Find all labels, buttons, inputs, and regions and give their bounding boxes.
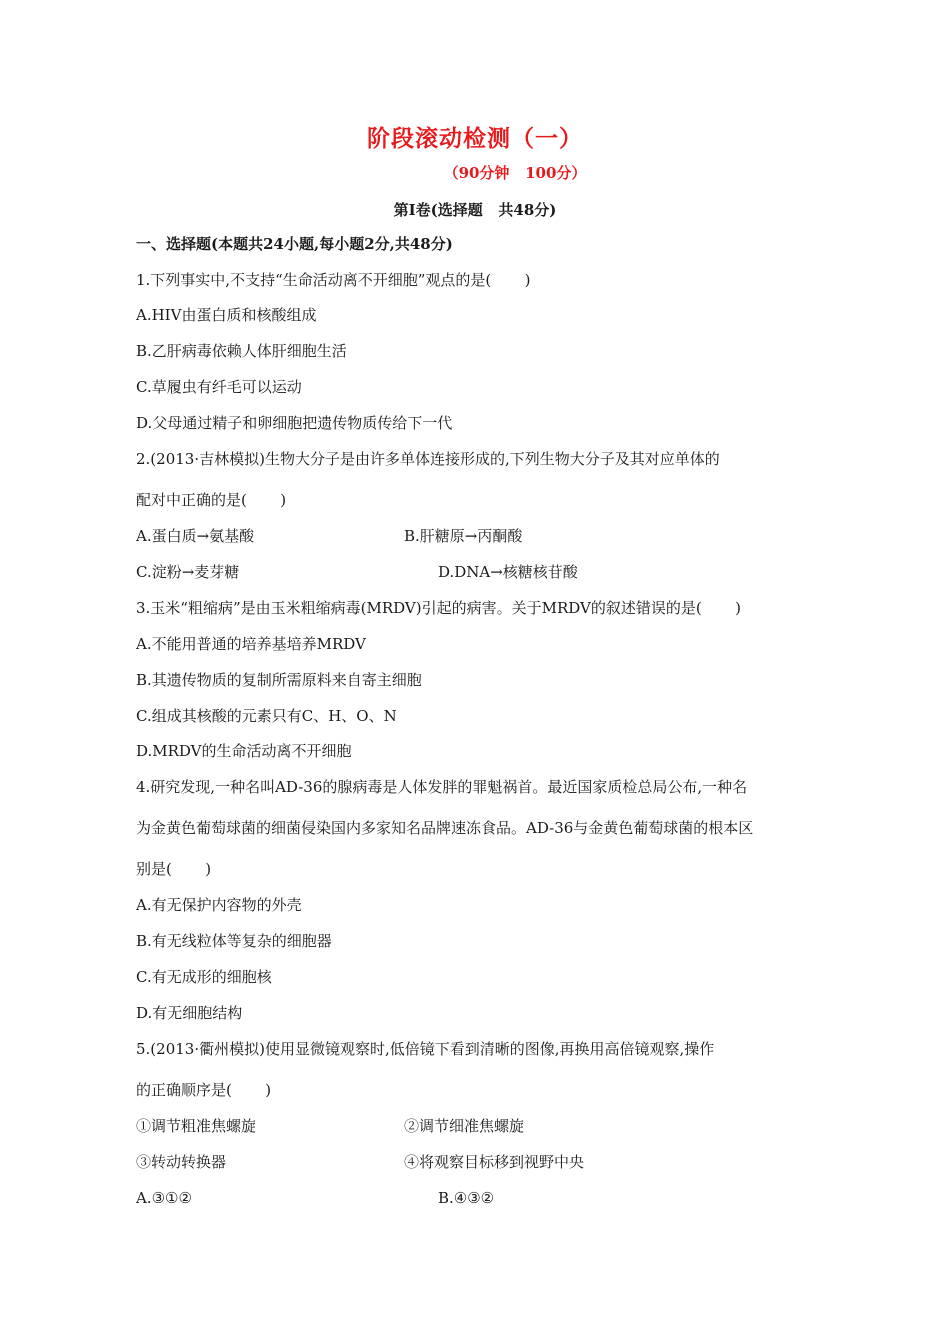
question-3-stem: 3.玉米“粗缩病”是由玉米粗缩病毒(MRDV)引起的病害。关于MRDV的叙述错误的是( ) [136, 599, 741, 617]
page-title: 阶段滚动检测（一） [367, 125, 583, 152]
question-5-option-b: B.④③② [438, 1189, 495, 1207]
question-2-stem-line-1: 2.(2013·吉林模拟)生物大分子是由许多单体连接形成的,下列生物大分子及其对应单体的 [136, 450, 720, 468]
question-1-stem: 1.下列事实中,不支持“生命活动离不开细胞”观点的是( ) [136, 271, 531, 289]
question-5-stem-line-1: 5.(2013·衢州模拟)使用显微镜观察时,低倍镜下看到清晰的图像,再换用高倍镜观察,操作 [136, 1040, 715, 1058]
question-5-option-a: A.③①② [136, 1189, 192, 1207]
question-3-option-c: C.组成其核酸的元素只有C、H、O、N [136, 707, 397, 725]
section-heading: 一、选择题(本题共24小题,每小题2分,共48分) [136, 235, 453, 253]
volume-heading: 第Ⅰ卷(选择题 共48分) [393, 201, 557, 219]
question-2-option-d: D.DNA→核糖核苷酸 [438, 563, 578, 581]
question-3-option-a: A.不能用普通的培养基培养MRDV [136, 635, 366, 653]
question-3-option-b: B.其遗传物质的复制所需原料来自寄主细胞 [136, 671, 422, 689]
question-2-option-b: B.肝糖原→丙酮酸 [404, 527, 523, 545]
question-4-option-c: C.有无成形的细胞核 [136, 968, 272, 986]
question-2-stem-line-2: 配对中正确的是( ) [136, 491, 287, 509]
question-3-option-d: D.MRDV的生命活动离不开细胞 [136, 742, 352, 760]
question-4-option-b: B.有无线粒体等复杂的细胞器 [136, 932, 332, 950]
exam-duration-score: （90分钟 100分） [443, 164, 587, 182]
question-4-stem-line-3: 别是( ) [136, 860, 212, 878]
question-5-step-3: ③转动转换器 [136, 1153, 227, 1171]
question-1-option-b: B.乙肝病毒依赖人体肝细胞生活 [136, 342, 347, 360]
question-1-option-d: D.父母通过精子和卵细胞把遗传物质传给下一代 [136, 414, 453, 432]
question-1-option-a: A.HIV由蛋白质和核酸组成 [136, 306, 317, 324]
question-2-option-c: C.淀粉→麦芽糖 [136, 563, 240, 581]
question-2-option-a: A.蛋白质→氨基酸 [136, 527, 255, 545]
question-4-option-a: A.有无保护内容物的外壳 [136, 896, 302, 914]
question-4-stem-line-2: 为金黄色葡萄球菌的细菌侵染国内多家知名品牌速冻食品。AD-36与金黄色葡萄球菌的根本区 [136, 819, 754, 837]
question-5-step-2: ②调节细准焦螺旋 [404, 1117, 525, 1135]
question-5-step-1: ①调节粗准焦螺旋 [136, 1117, 257, 1135]
question-5-stem-line-2: 的正确顺序是( ) [136, 1081, 272, 1099]
question-4-stem-line-1: 4.研究发现,一种名叫AD-36的腺病毒是人体发胖的罪魁祸首。最近国家质检总局公布,一种名 [136, 778, 748, 796]
question-4-option-d: D.有无细胞结构 [136, 1004, 243, 1022]
question-1-option-c: C.草履虫有纤毛可以运动 [136, 378, 302, 396]
question-5-step-4: ④将观察目标移到视野中央 [404, 1153, 585, 1171]
